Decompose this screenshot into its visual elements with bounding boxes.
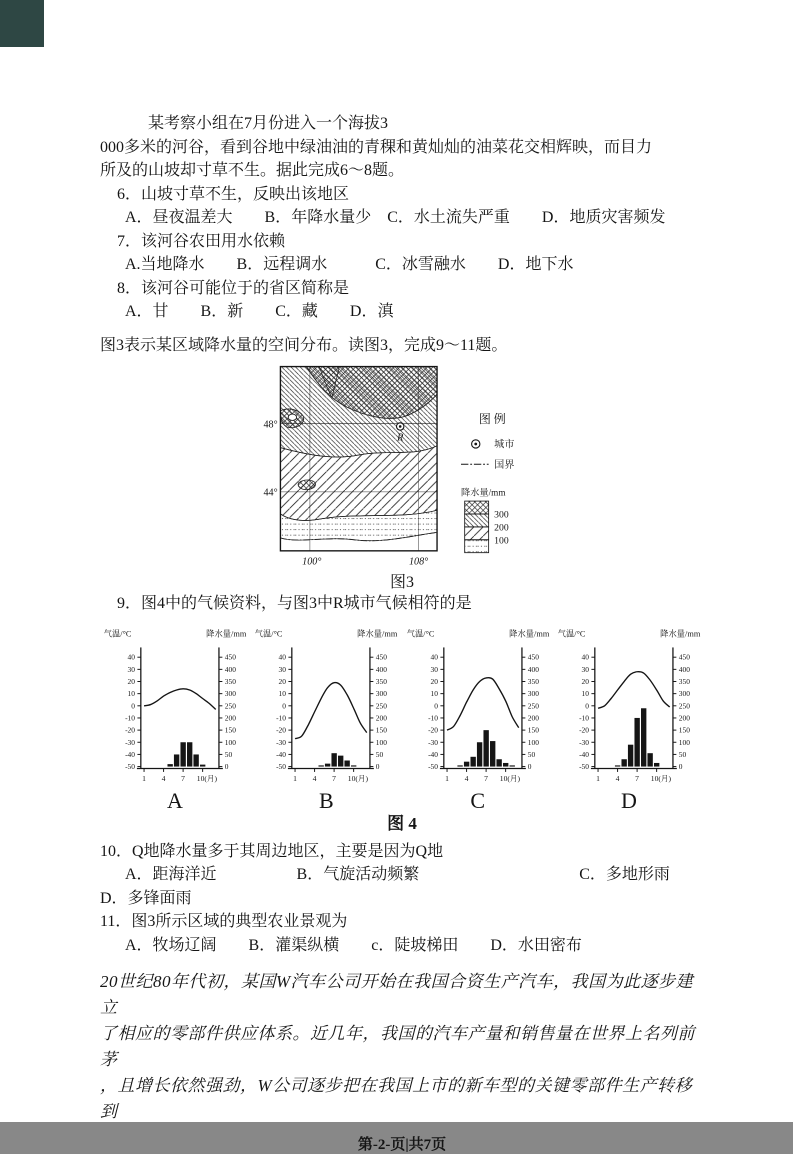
page-content <box>100 112 704 1154</box>
svg-text:100: 100 <box>224 737 236 747</box>
svg-text:-30: -30 <box>125 737 135 747</box>
page-number-footer: 第-2-页|共7页 <box>357 1137 447 1153</box>
svg-text:-20: -20 <box>276 725 287 735</box>
lon-label-100: 100° <box>301 556 321 568</box>
svg-text:-10: -10 <box>276 712 287 722</box>
precip-bar <box>509 765 514 766</box>
outro-line: 了相应的零部件供应体系。近几年，我国的汽车产量和销售量在世界上名列前茅 <box>100 1024 695 1069</box>
question-11-stem: 11．图3所示区域的典型农业景观为 <box>100 913 348 930</box>
svg-text:10(月): 10(月) <box>196 773 218 783</box>
svg-text:150: 150 <box>678 725 690 735</box>
precip-bar <box>332 753 337 766</box>
precip-bar <box>464 761 469 766</box>
svg-text:7: 7 <box>483 773 488 783</box>
svg-text:40: 40 <box>581 652 589 662</box>
lon-label-108: 108° <box>408 556 428 568</box>
svg-text:-40: -40 <box>579 749 589 759</box>
temp-curve <box>144 688 216 709</box>
figure3-map-host <box>262 361 543 573</box>
climate-chart-D <box>554 624 704 812</box>
question-10 <box>100 840 704 911</box>
legend-scale-300: 300 <box>493 509 509 521</box>
svg-text:-40: -40 <box>125 749 135 759</box>
question-11 <box>100 910 704 957</box>
svg-text:400: 400 <box>527 664 539 674</box>
svg-text:-30: -30 <box>427 737 438 747</box>
precip-bar <box>193 754 198 766</box>
precip-bar <box>187 742 192 766</box>
precip-bar <box>319 765 324 766</box>
svg-text:250: 250 <box>527 700 539 710</box>
svg-text:30: 30 <box>430 664 438 674</box>
svg-text:50: 50 <box>678 749 687 759</box>
svg-text:300: 300 <box>224 688 236 698</box>
precip-bar <box>345 760 350 766</box>
svg-text:450: 450 <box>527 652 539 662</box>
intro-paragraph <box>100 112 704 183</box>
figure4-caption: 图 4 <box>387 813 417 833</box>
svg-text:40: 40 <box>430 652 438 662</box>
svg-text:0: 0 <box>282 700 287 710</box>
svg-text:150: 150 <box>224 725 236 735</box>
svg-text:150: 150 <box>527 725 539 735</box>
svg-text:-10: -10 <box>125 712 135 722</box>
svg-text:10(月): 10(月) <box>650 773 672 783</box>
svg-text:300: 300 <box>376 688 388 698</box>
legend-city-label: 城市 <box>493 439 514 451</box>
svg-text:20: 20 <box>127 676 135 686</box>
svg-text:-30: -30 <box>276 737 287 747</box>
svg-text:10: 10 <box>127 688 135 698</box>
question-7-options: A.当地降水 B．远程调水 C．冰雪融水 D．地下水 <box>125 256 574 273</box>
question-11-options: A．牧场辽阔 B．灌渠纵横 c．陡坡梯田 D．水田密布 <box>125 936 582 954</box>
svg-text:0: 0 <box>224 761 229 771</box>
precip-bar <box>477 742 482 766</box>
legend-scale-100: 100 <box>493 535 509 547</box>
precip-bar <box>615 765 620 766</box>
figure3-intro: 图3表示某区域降水量的空间分布。读图3，完成9～11题。 <box>100 336 508 354</box>
svg-text:200: 200 <box>527 712 539 722</box>
svg-text:10: 10 <box>430 688 438 698</box>
precip-bar <box>634 717 639 766</box>
chart-caption-D: D <box>621 787 637 813</box>
precip-axis-title: 降水量/mm <box>357 629 398 639</box>
precip-axis-title: 降水量/mm <box>508 629 549 639</box>
svg-text:10(月): 10(月) <box>499 773 520 783</box>
svg-text:100: 100 <box>678 737 690 747</box>
svg-text:-20: -20 <box>427 725 438 735</box>
figure3 <box>100 361 704 592</box>
temp-axis-title: 气温/°C <box>406 629 435 639</box>
svg-text:20: 20 <box>278 676 287 686</box>
svg-text:0: 0 <box>131 700 135 710</box>
svg-text:1: 1 <box>142 773 146 783</box>
svg-text:0: 0 <box>527 761 532 771</box>
svg-text:10: 10 <box>581 688 589 698</box>
svg-text:0: 0 <box>376 761 380 771</box>
svg-text:400: 400 <box>376 664 388 674</box>
climate-chart-A <box>100 624 250 812</box>
svg-text:100: 100 <box>376 737 388 747</box>
intro-line: 所及的山坡却寸草不生。据此完成6～8题。 <box>100 162 405 179</box>
svg-text:0: 0 <box>433 700 438 710</box>
question-8-stem: 8．该河谷可能位于的省区简称是 <box>117 279 350 297</box>
svg-text:350: 350 <box>224 676 236 686</box>
svg-text:200: 200 <box>376 712 388 722</box>
svg-text:350: 350 <box>678 676 690 686</box>
svg-text:250: 250 <box>224 700 236 710</box>
question-9-stem: 9．图4中的气候资料，与图3中R城市气候相符的是 <box>117 595 472 612</box>
svg-text:-50: -50 <box>427 761 438 771</box>
svg-text:20: 20 <box>581 676 589 686</box>
svg-text:-10: -10 <box>579 712 589 722</box>
climate-chart-C <box>403 624 553 812</box>
svg-text:450: 450 <box>376 652 388 662</box>
precip-bar <box>496 759 501 766</box>
svg-text:0: 0 <box>585 700 589 710</box>
svg-text:7: 7 <box>181 773 186 783</box>
page-corner-decoration <box>0 0 44 47</box>
svg-text:7: 7 <box>332 773 337 783</box>
legend-title: 图 例 <box>478 411 506 426</box>
question-6 <box>100 183 704 230</box>
climate-chart-svg <box>100 624 250 790</box>
precip-bar <box>200 764 205 766</box>
precip-bar <box>654 762 659 766</box>
svg-text:-40: -40 <box>427 749 438 759</box>
temp-axis-title: 气温/°C <box>255 629 283 639</box>
question-6-options: A．昼夜温差大 B．年降水量少 C．水土流失严重 D．地质灾害频发 <box>125 209 666 226</box>
svg-text:30: 30 <box>127 664 135 674</box>
svg-text:50: 50 <box>527 749 535 759</box>
precip-axis-title: 降水量/mm <box>206 629 247 639</box>
figure3-caption: 图3 <box>389 574 414 591</box>
precip-bar <box>628 744 633 766</box>
question-7 <box>100 230 704 277</box>
svg-text:250: 250 <box>678 700 690 710</box>
svg-text:30: 30 <box>278 664 287 674</box>
svg-text:4: 4 <box>312 773 317 783</box>
svg-text:7: 7 <box>635 773 639 783</box>
precip-bar <box>338 755 343 766</box>
svg-text:10: 10 <box>278 688 287 698</box>
temp-curve <box>447 677 519 730</box>
question-6-stem: 6．山坡寸草不生，反映出该地区 <box>117 185 350 203</box>
svg-text:1: 1 <box>596 773 600 783</box>
question-10-stem: 10．Q地降水量多于其周边地区，主要是因为Q地 <box>100 842 444 860</box>
precip-bar <box>483 730 488 766</box>
chart-caption-C: C <box>470 787 485 813</box>
svg-text:0: 0 <box>678 761 683 771</box>
climate-chart-svg <box>554 624 704 790</box>
legend-border-label: 国界 <box>493 459 514 471</box>
svg-text:250: 250 <box>376 700 388 710</box>
map-legend <box>461 411 514 553</box>
svg-text:-50: -50 <box>125 761 135 771</box>
climate-chart-svg <box>251 624 401 790</box>
svg-text:4: 4 <box>464 773 469 783</box>
svg-text:10(月): 10(月) <box>348 773 369 783</box>
map-precipitation-regions <box>280 367 437 551</box>
climate-chart-B <box>251 624 401 812</box>
question-9 <box>100 592 704 616</box>
precip-bar <box>351 765 356 766</box>
svg-text:50: 50 <box>376 749 384 759</box>
svg-text:30: 30 <box>581 664 589 674</box>
outro-line: 20世纪80年代初，某国W汽车公司开始在我国合资生产汽车，我国为此逐步建立 <box>100 972 694 1017</box>
precip-bar <box>174 754 179 766</box>
legend-precip-title: 降水量/mm <box>460 487 505 498</box>
chart-caption-B: B <box>318 787 334 813</box>
chart-caption-A: A <box>167 787 183 813</box>
svg-text:-20: -20 <box>125 725 135 735</box>
svg-text:40: 40 <box>127 652 135 662</box>
svg-text:-40: -40 <box>276 749 287 759</box>
precip-axis-title: 降水量/mm <box>660 629 701 639</box>
question-10-options-row1: A．距海洋近 B．气旋活动频繁 C．多地形雨 <box>125 866 670 883</box>
svg-text:150: 150 <box>376 725 388 735</box>
svg-text:40: 40 <box>278 652 287 662</box>
svg-text:50: 50 <box>224 749 233 759</box>
svg-text:4: 4 <box>161 773 166 783</box>
legend-scale-200: 200 <box>493 522 509 534</box>
svg-text:450: 450 <box>224 652 236 662</box>
intro-line: 某考察小组在7月份进入一个海拔3 <box>148 115 389 132</box>
figure4-charts <box>100 624 704 812</box>
intro-line: 000多米的河谷，看到谷地中绿油油的青稞和黄灿灿的油菜花交相辉映，而目力 <box>100 138 653 156</box>
svg-text:1: 1 <box>444 773 449 783</box>
svg-text:-50: -50 <box>276 761 287 771</box>
svg-text:450: 450 <box>678 652 690 662</box>
svg-text:350: 350 <box>527 676 539 686</box>
svg-text:300: 300 <box>678 688 690 698</box>
svg-text:20: 20 <box>430 676 438 686</box>
precip-bar <box>647 753 652 766</box>
temp-curve <box>295 682 367 738</box>
svg-text:100: 100 <box>527 737 539 747</box>
precip-bar <box>641 708 646 766</box>
temp-axis-title: 气温/°C <box>103 629 132 639</box>
svg-text:200: 200 <box>678 712 690 722</box>
precip-bar <box>167 764 172 766</box>
map-city-R <box>396 423 404 444</box>
precip-bar <box>180 742 185 766</box>
svg-text:-50: -50 <box>579 761 589 771</box>
svg-text:200: 200 <box>224 712 236 722</box>
svg-text:400: 400 <box>678 664 690 674</box>
precip-bar <box>490 741 495 766</box>
question-8 <box>100 277 704 324</box>
outro-line: ，且增长依然强劲，W公司逐步把在我国上市的新车型的关键零部件生产转移到 <box>100 1076 693 1121</box>
outro-paragraph <box>100 969 704 1125</box>
temp-curve <box>598 671 670 708</box>
svg-text:300: 300 <box>527 688 539 698</box>
question-10-options-row2: D．多锋面雨 <box>100 889 192 907</box>
question-7-stem: 7．该河谷农田用水依赖 <box>117 232 286 250</box>
svg-text:-20: -20 <box>579 725 589 735</box>
precip-bar <box>325 763 330 766</box>
city-R-label: R <box>396 432 403 444</box>
svg-text:-30: -30 <box>579 737 589 747</box>
precip-bar <box>621 759 626 766</box>
svg-text:350: 350 <box>376 676 388 686</box>
svg-text:400: 400 <box>224 664 236 674</box>
svg-text:4: 4 <box>615 773 620 783</box>
lat-label-48: 48° <box>262 419 278 431</box>
svg-text:1: 1 <box>293 773 298 783</box>
question-8-options: A．甘 B．新 C．藏 D．滇 <box>125 303 394 320</box>
precip-bar <box>457 765 462 766</box>
lat-label-44: 44° <box>262 487 278 499</box>
svg-text:-10: -10 <box>427 712 438 722</box>
climate-chart-svg <box>403 624 553 790</box>
figure3-map-svg <box>262 361 543 573</box>
precip-bar <box>503 762 508 766</box>
precip-bar <box>470 756 475 766</box>
temp-axis-title: 气温/°C <box>557 629 586 639</box>
